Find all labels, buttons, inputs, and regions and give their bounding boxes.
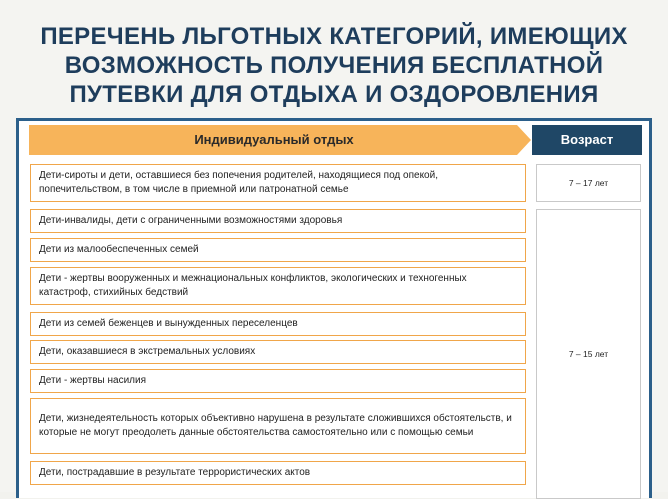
row-text: Дети - жертвы насилия	[39, 375, 147, 386]
age-cell	[536, 164, 641, 202]
age-cell-label: 7 – 15 лет	[568, 349, 609, 359]
table-row	[30, 398, 526, 454]
title-line-3: ПУТЕВКИ ДЛЯ ОТДЫХА И ОЗДОРОВЛЕНИЯ	[69, 81, 599, 108]
row-text: Дети из малообеспеченных семей	[39, 244, 199, 255]
row-text: Дети, оказавшиеся в экстремальных условиях	[39, 346, 256, 357]
category-header-label: Индивидуальный отдых	[194, 132, 354, 147]
table-row	[30, 340, 526, 364]
table-row	[30, 164, 526, 202]
age-cell-label: 7 – 17 лет	[568, 178, 609, 188]
table-row	[30, 369, 526, 393]
title-line-1: ПЕРЕЧЕНЬ ЛЬГОТНЫХ КАТЕГОРИЙ, ИМЕЮЩИХ	[40, 23, 628, 50]
title-line-2: ВОЗМОЖНОСТЬ ПОЛУЧЕНИЯ БЕСПЛАТНОЙ	[64, 52, 604, 79]
table-row	[30, 238, 526, 262]
row-text: Дети, жизнедеятельность которых объективно нарушена в результате сложившихся обстоятельств, и которые не могут преодолеть данные обстоятельства самостоятельно или с помощью семьи	[39, 413, 512, 438]
row-text: Дети из семей беженцев и вынужденных переселенцев	[39, 318, 298, 329]
table-row	[30, 312, 526, 336]
category-header	[29, 125, 531, 155]
table-row	[30, 267, 526, 305]
page-title	[0, 22, 668, 109]
age-cell	[536, 209, 641, 499]
table-row	[30, 209, 526, 233]
table-row	[30, 461, 526, 485]
age-header: Возраст	[532, 125, 642, 155]
row-text: Дети - жертвы вооруженных и межнациональных конфликтов, экологических и техногенных катастроф, стихийных бедствий	[39, 273, 467, 298]
row-text: Дети-сироты и дети, оставшиеся без попечения родителей, находящиеся под опекой, попечительством, в том числе в приемной или патронатной семье	[39, 170, 438, 195]
row-text: Дети, пострадавшие в результате террористических актов	[39, 467, 311, 478]
row-text: Дети-инвалиды, дети с ограниченными возможностями здоровья	[39, 215, 343, 226]
